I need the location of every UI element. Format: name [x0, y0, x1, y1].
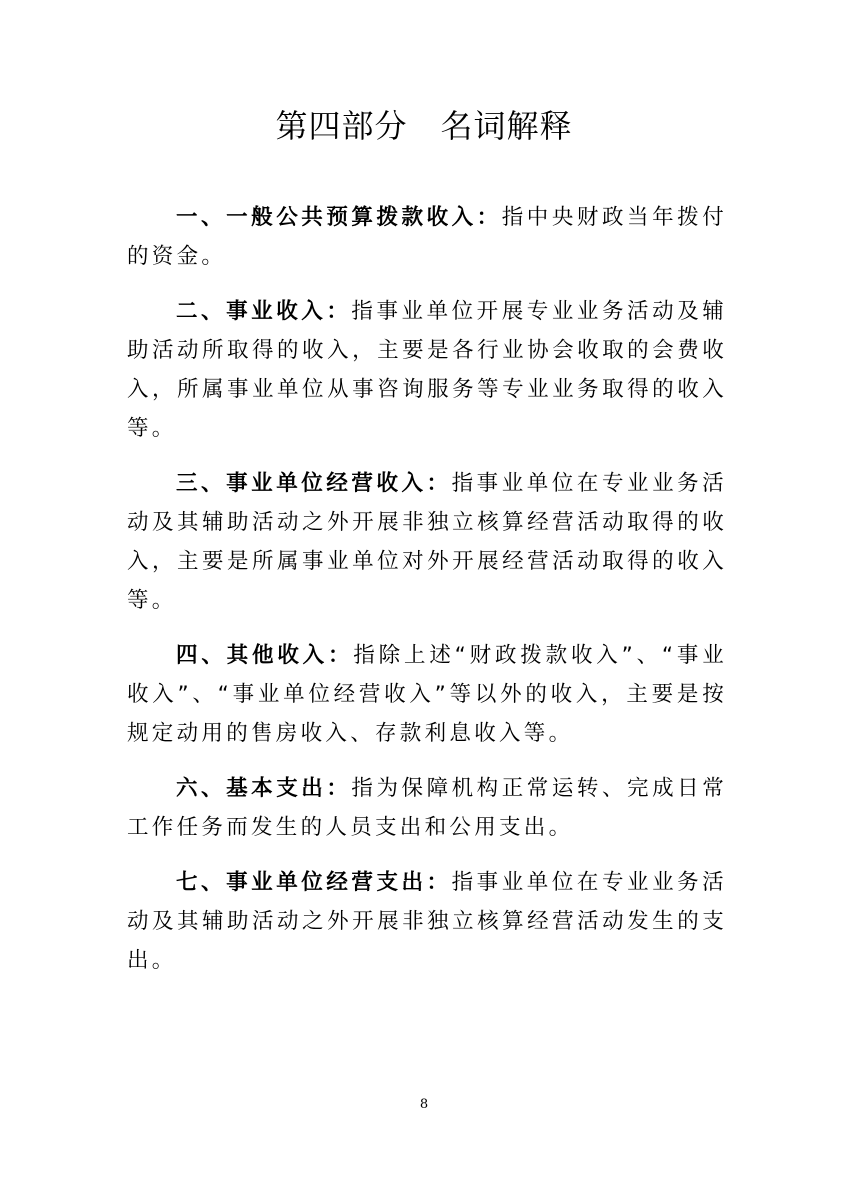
- definition-term: 七、事业单位经营支出：: [176, 870, 452, 895]
- page-title: 第四部分 名词解释: [275, 107, 573, 145]
- definition-other-income: [127, 636, 727, 753]
- definition-text: 指中央财政当年拨付的资金。: [127, 205, 728, 269]
- page-number: 8: [419, 1097, 429, 1112]
- definition-business-income: [127, 292, 727, 448]
- definition-term: 二、事业收入：: [176, 299, 352, 324]
- definition-term: 六、基本支出：: [176, 776, 352, 801]
- definition-text: 指事业单位开展专业业务活动及辅助活动所取得的收入，主要是各行业协会收取的会费收入，所属事业单位从事咨询服务等专业业务取得的收入等。: [127, 299, 727, 441]
- definition-general-budget-income: [127, 198, 727, 276]
- definition-operating-income: [127, 464, 727, 620]
- definition-term: 三、事业单位经营收入：: [176, 471, 452, 496]
- definition-term: 一、一般公共预算拨款收入：: [176, 205, 502, 230]
- definition-basic-expenditure: [127, 769, 727, 847]
- definition-term: 四、其他收入：: [176, 643, 354, 668]
- definition-text: 指事业单位在专业业务活动及其辅助活动之外开展非独立核算经营活动取得的收入，主要是所属事业单位对外开展经营活动取得的收入等。: [127, 471, 727, 613]
- definition-text: 指除上述“财政拨款收入”、“事业收入”、“事业单位经营收入”等以外的收入，主要是按规定动用的售房收入、存款利息收入等。: [127, 643, 728, 746]
- definitions-list: [127, 198, 727, 996]
- definition-operating-expenditure: [127, 863, 727, 980]
- definition-text: 指为保障机构正常运转、完成日常工作任务而发生的人员支出和公用支出。: [127, 776, 727, 840]
- definition-text: 指事业单位在专业业务活动及其辅助活动之外开展非独立核算经营活动发生的支出。: [127, 870, 727, 973]
